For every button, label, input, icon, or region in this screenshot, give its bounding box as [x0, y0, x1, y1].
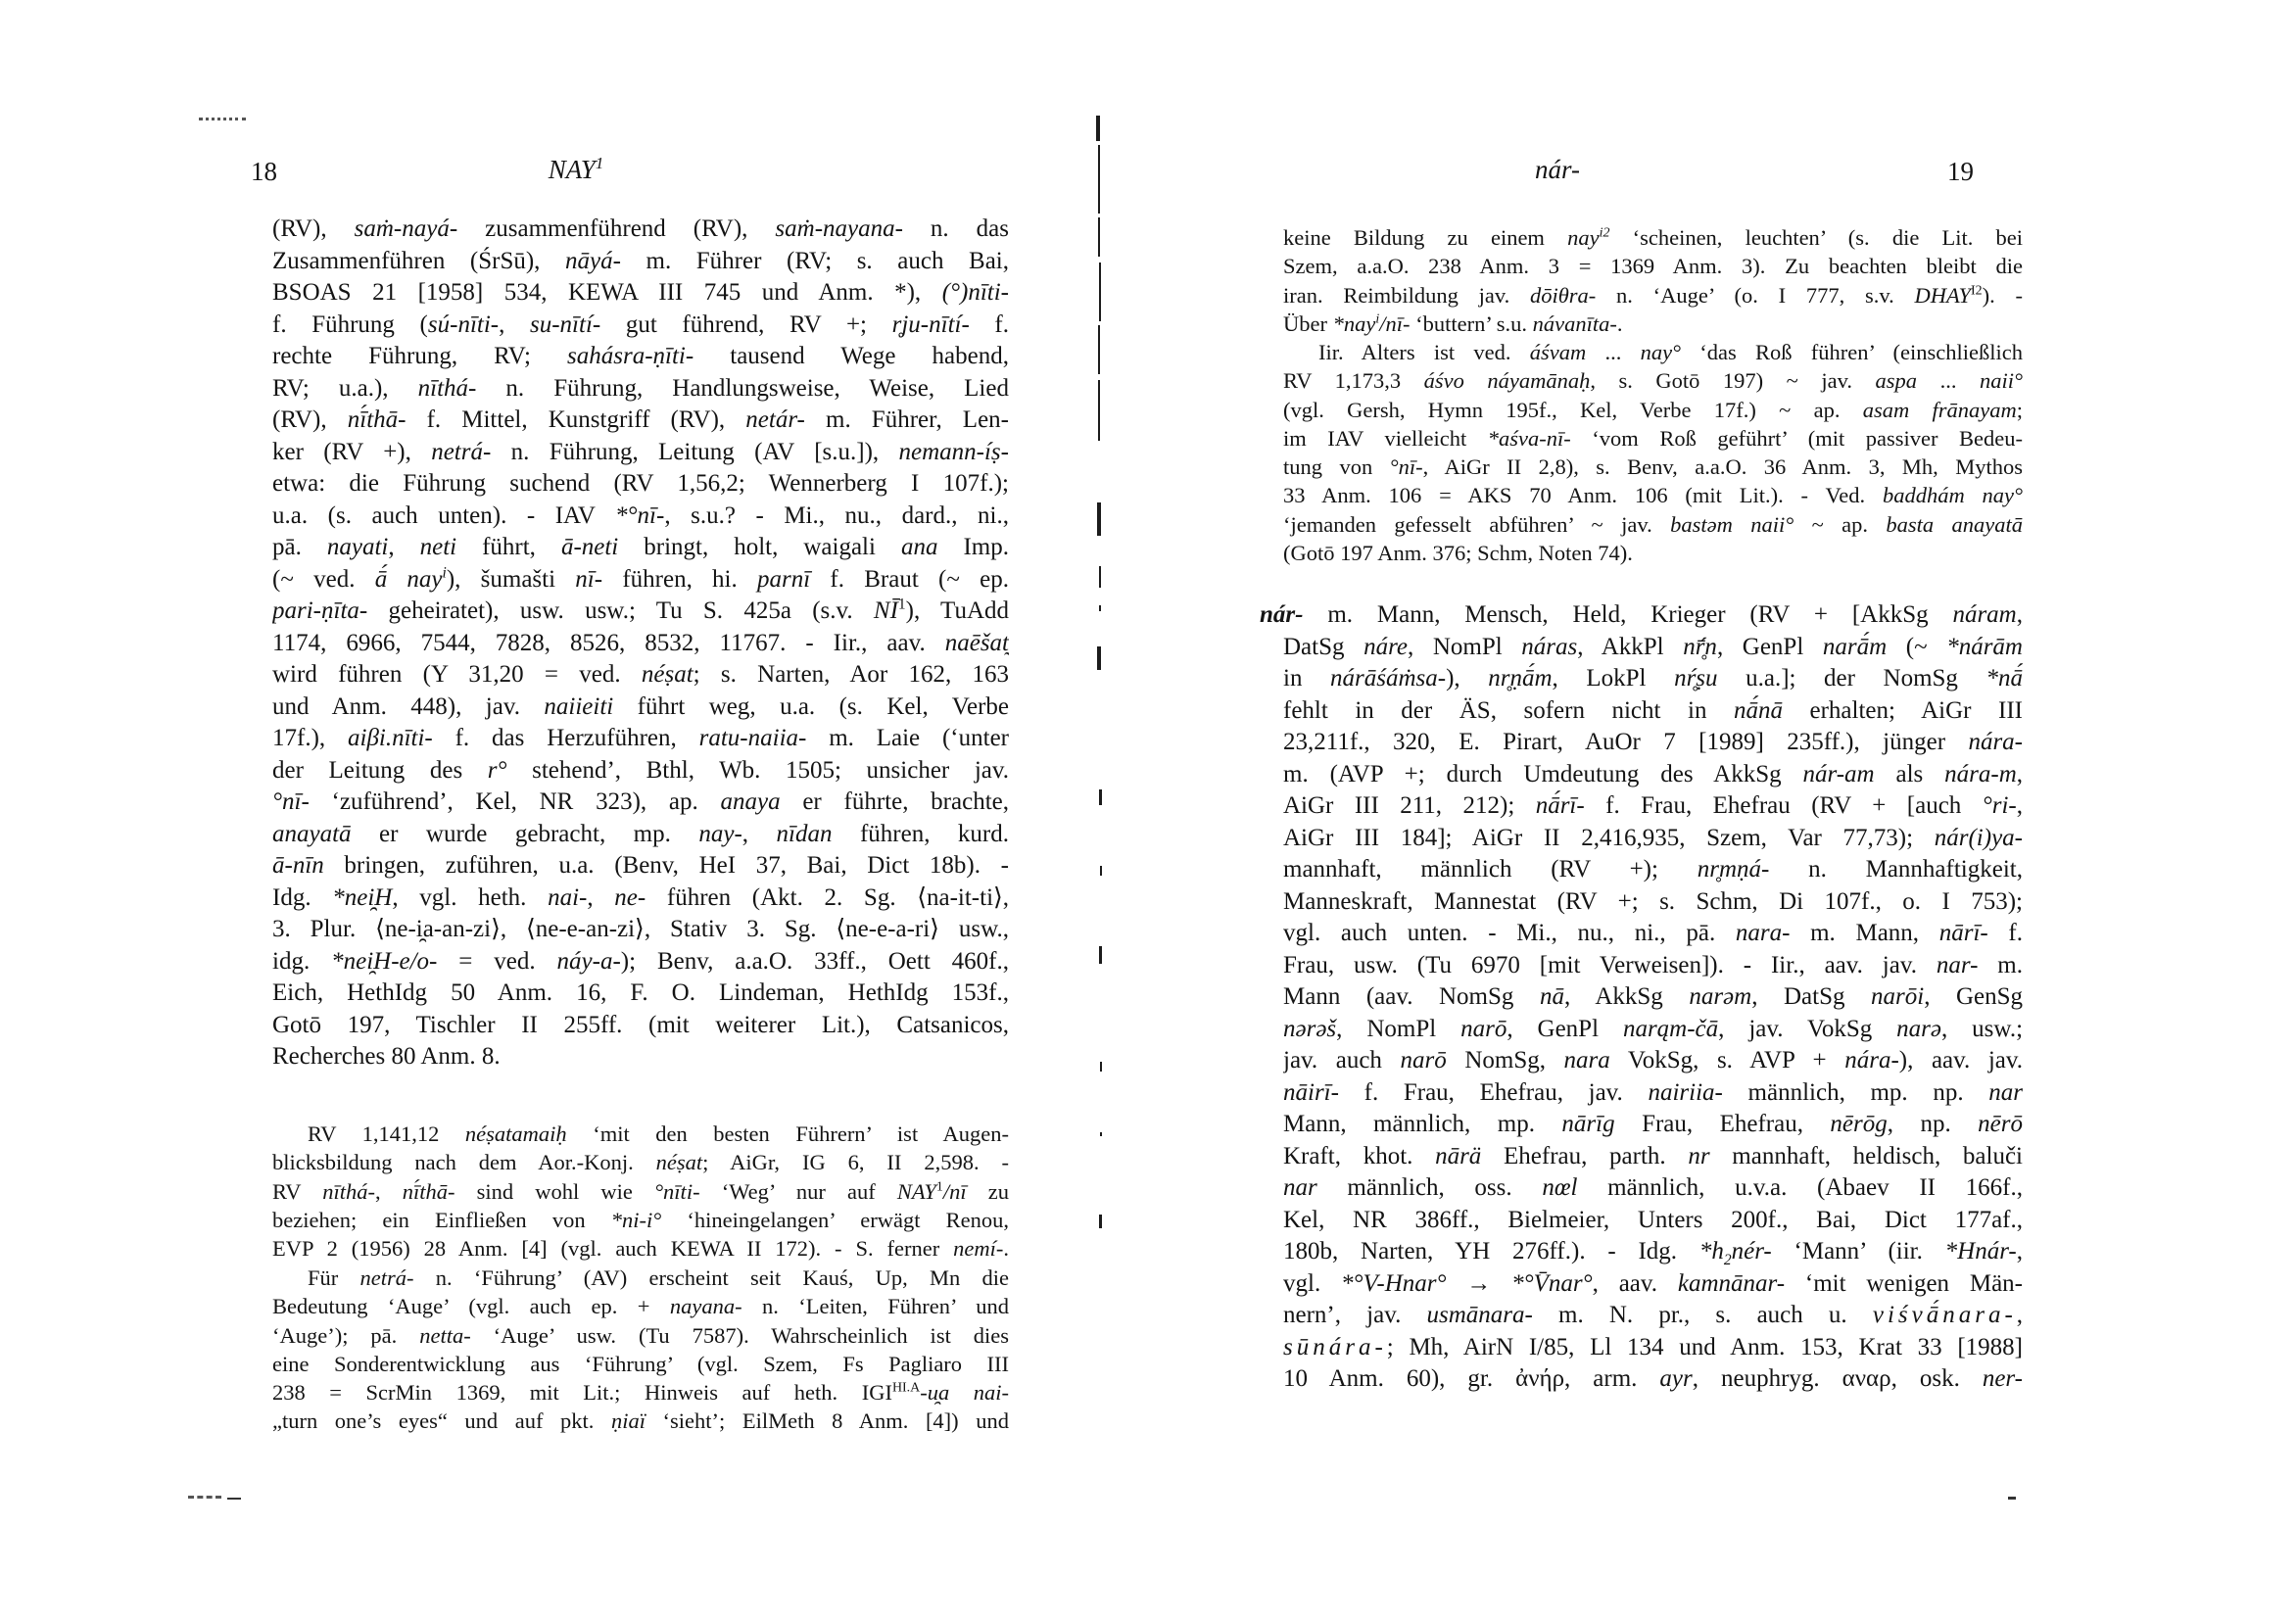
gutter-scan-mark	[1099, 946, 1102, 964]
text-line: Frau, usw. (Tu 6970 [mit Verweisen]). - Iir., aav. jav. nar- m.	[1283, 951, 2023, 978]
text-line: EVP 2 (1956) 28 Anm. [4] (vgl. auch KEWA II 172). - S. ferner nemí-.	[272, 1236, 1009, 1262]
text-line: tung von °nī-, AiGr II 2,8), s. Benv, a.a.O. 36 Anm. 3, Mh, Mythos	[1283, 454, 2023, 480]
text-line: Idg. *nei̯H, vgl. heth. nai-, ne- führen (Akt. 2. Sg. ⟨na-it-ti⟩,	[272, 883, 1009, 911]
text-line: etwa: die Führung suchend (RV 1,56,2; Wennerberg I 107f.);	[272, 470, 1009, 497]
gutter-scan-mark	[1097, 646, 1101, 670]
gutter-scan-mark	[1100, 866, 1102, 876]
gutter-scan-mark	[1099, 262, 1101, 321]
text-line: (RV), nī́thā- f. Mittel, Kunstgriff (RV), netár- m. Führer, Len-	[272, 406, 1009, 433]
text-line: beziehen; ein Einfließen von *ni-i° ‘hineingelangen’ erwägt Renou,	[272, 1207, 1009, 1232]
text-line: Szem, a.a.O. 238 Anm. 3 = 1369 Anm. 3). Zu beachten bleibt die	[1283, 254, 2023, 279]
gutter-scan-mark	[1098, 217, 1100, 257]
text-line: Gotō 197, Tischler II 255ff. (mit weiterer Lit.), Catsanicos,	[272, 1011, 1009, 1038]
running-head-left: NAY$^1$	[548, 154, 604, 184]
text-line: (RV), saṁ-nayá- zusammenführend (RV), saṁ-nayana- n. das	[272, 215, 1009, 242]
text-line: vgl. auch unten. - Mi., nu., ni., pā. nara- m. Mann, nārī- f.	[1283, 920, 2023, 946]
text-line: pā. nayati, neti führt, ā-neti bringt, holt, waigali ana Imp.	[272, 534, 1009, 560]
text-line: „turn one’s eyes“ und auf pkt. ṇiaï ‘sieht’; EilMeth 8 Anm. [4]) und	[272, 1408, 1009, 1434]
text-line: nern’, jav. usmānara- m. N. pr., s. auch u. viśvā́nara-,	[1283, 1302, 2023, 1328]
text-line: rechte Führung, RV; sahásra-ṇīti- tausend Wege habend,	[272, 343, 1009, 369]
gutter-scan-mark	[1099, 789, 1102, 805]
entry-nay-continuation	[272, 214, 1009, 1073]
gutter-scan-mark	[1098, 380, 1100, 441]
text-line: idg. *nei̯H-e/o- = ved. náy-a-); Benv, a.a.O. 33ff., Oett 460f.,	[272, 947, 1009, 975]
text-line: Zusammenführen (ŚrSū), nāyá- m. Führer (RV; s. auch Bai,	[272, 247, 1009, 274]
text-line: ker (RV +), netrá- n. Führung, Leitung (AV [s.u.]), nemann-íṣ-	[272, 438, 1009, 465]
gutter-scan-mark	[1099, 1215, 1102, 1228]
text-line: 3. Plur. ⟨ne-i̯a-an-zi⟩, ⟨ne-e-an-zi⟩, Stativ 3. Sg. ⟨ne-e-a-ri⟩ usw.,	[272, 916, 1009, 942]
text-line: nar männlich, oss. nœl männlich, u.v.a. (Abaev II 166f.,	[1283, 1174, 2023, 1201]
text-line: Kel, NR 386ff., Bielmeier, Unters 200f., Bai, Dict 177af.,	[1283, 1206, 2023, 1233]
page-number-right: 19	[1947, 157, 1974, 186]
text-line: 1174, 6966, 7544, 7828, 8526, 8532, 11767. - Iir., aav. naēšat̰	[272, 629, 1009, 656]
margin-scan-mark-bottom-right	[2008, 1497, 2016, 1500]
footnote-continuation-nay2	[1283, 223, 2023, 338]
text-line: keine Bildung zu einem nay$^{i2}$ ‘scheinen, leuchten’ (s. die Lit. bei	[1283, 225, 2023, 250]
gutter-scan-mark	[1098, 145, 1100, 214]
text-line: m. (AVP +; durch Umdeutung des AkkSg nár-am als nára-m,	[1283, 760, 2023, 787]
text-line: sūnára-; Mh, AirN I/85, Ll 134 und Anm. 153, Krat 33 [1988]	[1283, 1333, 2023, 1360]
text-line: im IAV vielleicht *aśva-nī- ‘vom Roß geführt’ (mit passiver Bedeu-	[1283, 425, 2023, 451]
text-line: fehlt in der ÄS, sofern nicht in nā́nā erhalten; AiGr III	[1283, 696, 2023, 724]
text-line: u.a. (s. auch unten). - IAV *°nī-, s.u.? - Mi., nu., dard., ni.,	[272, 501, 1009, 529]
margin-scan-mark-top-left	[199, 118, 246, 120]
text-line: nərəš, NomPl narō, GenPl narąm-čā, jav. VokSg narə, usw.;	[1283, 1015, 2023, 1042]
footnote-nesatamaih	[272, 1120, 1009, 1263]
text-line: Recherches 80 Anm. 8.	[272, 1043, 501, 1070]
text-line: wird führen (Y 31,20 = ved. néṣat; s. Narten, Aor 162, 163	[272, 661, 1009, 688]
gutter-scan-mark	[1097, 502, 1101, 536]
text-line: der Leitung des r° stehend’, Bthl, Wb. 1505; unsicher jav.	[272, 756, 1009, 784]
text-line: ‘Auge’); pā. netta- ‘Auge’ usw. (Tu 7587). Wahrscheinlich ist dies	[272, 1322, 1009, 1348]
text-line: 23,211f., 320, E. Pirart, AuOr 7 [1989] 235ff.), jünger nára-	[1283, 729, 2023, 755]
text-line: jav. auch narō NomSg, nara VokSg, s. AVP + nára-), aav. jav.	[1283, 1047, 2023, 1073]
gutter-scan-mark	[1099, 605, 1101, 611]
text-line: BSOAS 21 [1958] 534, KEWA III 745 und Anm. *), (°)nīti-	[272, 279, 1009, 306]
text-line: (vgl. Gersh, Hymn 195f., Kel, Verbe 17f.) ~ ap. asam frānayam;	[1283, 397, 2023, 422]
gutter-scan-mark	[1100, 1062, 1102, 1072]
text-line: pari-ṇīta- geheiratet), usw. usw.; Tu S. 425a (s.v. $NĪ^1$), TuAdd	[272, 596, 1009, 624]
text-line: nāirī- f. Frau, Ehefrau, jav. nairiia- männlich, mp. np. nar	[1283, 1078, 2023, 1106]
page-number-left: 18	[251, 157, 277, 186]
text-line: RV 1,141,12 néṣatamaiḥ ‘mit den besten Führern’ ist Augen-	[308, 1121, 1009, 1146]
text-line: 10 Anm. 60), gr. ἀνήρ, arm. ayr, neuphryg. αναρ, osk. ner-	[1283, 1365, 2023, 1392]
text-line: ā-nīn bringen, zuführen, u.a. (Benv, HeI 37, Bai, Dict 18b). -	[272, 852, 1009, 879]
text-line: RV; u.a.), nīthá- n. Führung, Handlungsweise, Weise, Lied	[272, 374, 1009, 402]
text-line: nár- m. Mann, Mensch, Held, Krieger (RV + [AkkSg náram,	[1260, 601, 2023, 628]
text-line: 238 = ScrMin 1369, mit Lit.; Hinweis auf heth. $IGI^{HI.A}-u̯a$ nai-	[272, 1380, 1009, 1406]
text-line: AiGr III 184]; AiGr II 2,416,935, Szem, Var 77,73); nár(i)ya-	[1283, 824, 2023, 851]
text-line: Eich, HethIdg 50 Anm. 16, F. O. Lindeman, HethIdg 153f.,	[272, 979, 1009, 1006]
text-line: vgl. *°V-Hnar° → *°V̄nar°, aav. kamnānar- ‘mit wenigen Män-	[1283, 1269, 2023, 1297]
text-line: °nī- ‘zuführend’, Kel, NR 323), ap. anaya er führte, brachte,	[272, 788, 1009, 815]
text-line: RV nīthá-, nī́thā- sind wohl wie °nīti- ‘Weg’ nur auf NAY$^1$/nī zu	[272, 1178, 1009, 1204]
text-line: 33 Anm. 106 = AKS 70 Anm. 106 (mit Lit.). - Ved. baddhám nay°	[1283, 483, 2023, 508]
gutter-scan-mark	[1100, 1132, 1102, 1136]
gutter-scan-mark	[1098, 325, 1100, 374]
running-head-right: nár-	[1535, 155, 1580, 184]
text-line: mannhaft, männlich (RV +); nr̥mṇá- n. Mannhaftigkeit,	[1283, 856, 2023, 883]
text-line: Mann, männlich, mp. nārīg Frau, Ehefrau, nērōg, np. nērō	[1283, 1111, 2023, 1137]
text-line: 180b, Narten, YH 276ff.). - Idg. $*h_2nér-$ ‘Mann’ (iir. *Hnár-,	[1283, 1238, 2023, 1268]
text-line: anayatā er wurde gebracht, mp. nay-, nīdan führen, kurd.	[272, 820, 1009, 847]
text-line: und Anm. 448), jav. naiieiti führt weg, u.a. (s. Kel, Verbe	[272, 692, 1009, 720]
text-line: RV 1,173,3 áśvo náyamānaḥ, s. Gotō 197) ~ jav. aspa ... naii°	[1283, 368, 2023, 394]
gutter-scan-mark	[1099, 566, 1101, 588]
text-line: Kraft, khot. nārä Ehefrau, parth. nr mannhaft, heldisch, baluči	[1283, 1142, 2023, 1169]
text-line: Für netrá- n. ‘Führung’ (AV) erscheint seit Kauś, Up, Mn die	[308, 1265, 1009, 1290]
text-line: iran. Reimbildung jav. dōiθra- n. ‘Auge’ (o. I 777, s.v. $DHAY^{I2}$). -	[1283, 282, 2023, 308]
text-line: blicksbildung nach dem Aor.-Konj. néṣat; AiGr, IG 6, II 2,598. -	[272, 1150, 1009, 1175]
text-line: (~ ved. ā́ nay$^i$), šumašti nī- führen, hi. parnī f. Braut (~ ep.	[272, 564, 1009, 593]
gutter-scan-mark	[1096, 116, 1100, 141]
text-line: Iir. Alters ist ved. áśvam ... nay° ‘das Roß führen’ (einschließlich	[1318, 340, 2023, 364]
text-line: (Gotō 197 Anm. 376; Schm, Noten 74).	[1283, 541, 1633, 566]
text-line: Über *nay$^i$/nī- ‘buttern’ s.u. návanīta-.	[1283, 310, 1623, 336]
text-line: eine Sonderentwicklung aus ‘Führung’ (vgl. Szem, Fs Pagliaro III	[272, 1351, 1009, 1376]
text-line: f. Führung (sú-nīti-, su-nītí- gut führend, RV +; r̥ju-nītí- f.	[272, 310, 1009, 338]
entry-nar	[1260, 599, 2023, 1396]
margin-scan-mark-bottom-left2	[227, 1498, 241, 1500]
text-line: Bedeutung ‘Auge’ (vgl. auch ep. + nayana- n. ‘Leiten, Führen’ und	[272, 1294, 1009, 1319]
text-line: AiGr III 211, 212); nā́rī- f. Frau, Ehefrau (RV + [auch °ri-,	[1283, 792, 2023, 819]
text-line: in nárāśáṁsa-), nr̥ṇā́m, LokPl nŕ̥ṣu u.a.]; der NomSg *nā́	[1283, 665, 2023, 692]
text-line: Mann (aav. NomSg nā, AkkSg narəm, DatSg narōi, GenSg	[1283, 983, 2023, 1010]
text-line: Manneskraft, Mannestat (RV +; s. Schm, Di 107f., o. I 753);	[1283, 887, 2023, 915]
margin-scan-mark-bottom-left	[188, 1496, 221, 1499]
note-iir-alters	[1283, 338, 2023, 567]
footnote-netra-auge	[272, 1264, 1009, 1436]
text-line: DatSg náre, NomPl náras, AkkPl nr̥̄́n, GenPl narā́m (~ *nárām	[1283, 633, 2023, 660]
text-line: ‘jemanden gefesselt abführen’ ~ jav. bastəm naii° ~ ap. basta anayatā	[1283, 511, 2023, 537]
text-line: 17f.), aiβi.nīti- f. das Herzuführen, ratu-naiia- m. Laie (‘unter	[272, 725, 1009, 751]
